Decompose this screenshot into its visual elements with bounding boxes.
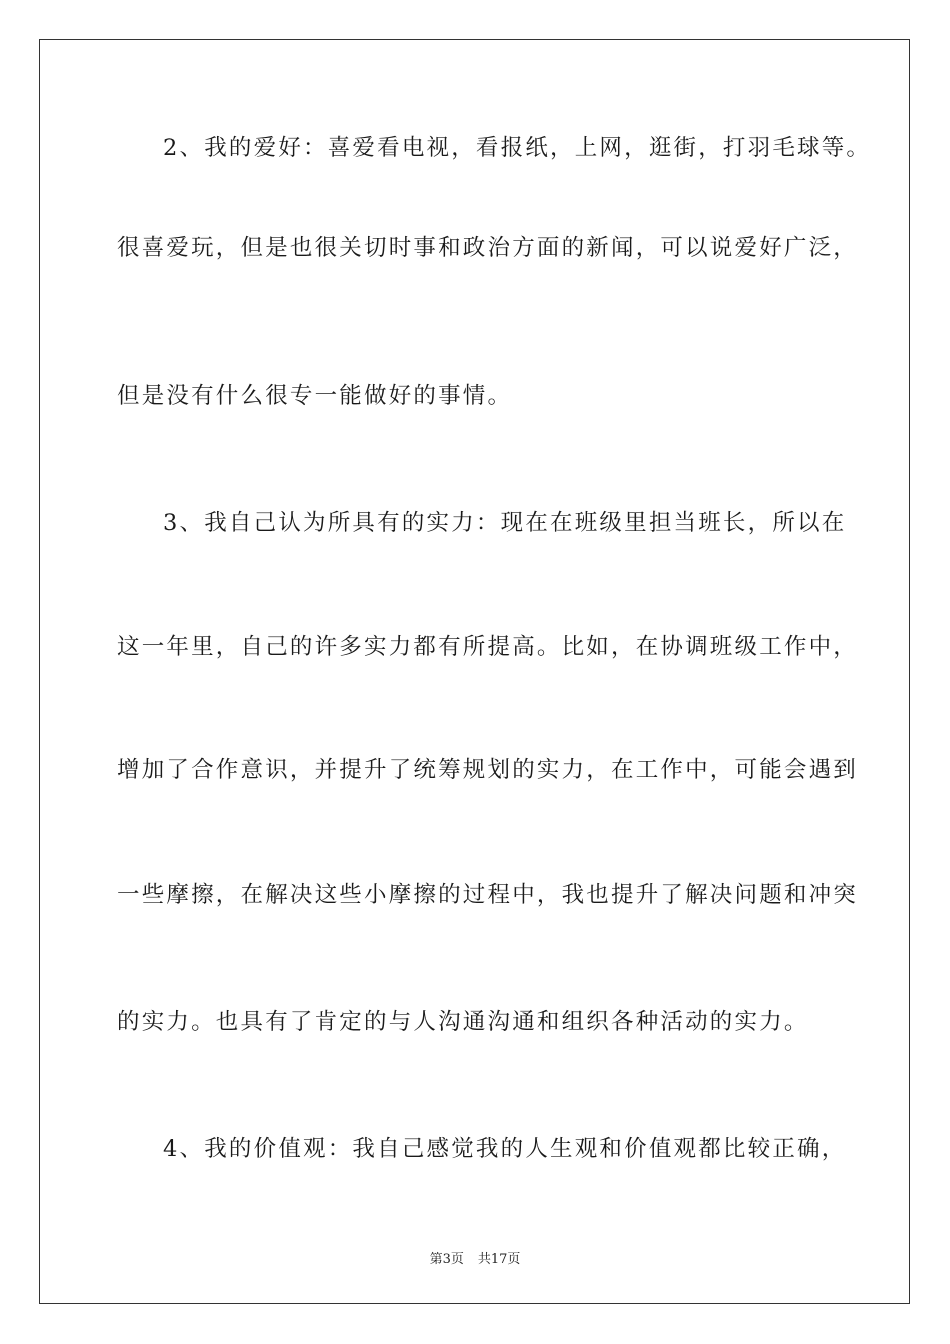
page-total: 共17页 [477, 1252, 521, 1267]
paragraph-2-line-1: 2、我的爱好：喜爱看电视，看报纸，上网，逛街，打羽毛球等。 [163, 135, 872, 161]
page-footer [0, 1248, 950, 1267]
paragraph-3-line-3: 增加了合作意识，并提升了统筹规划的实力，在工作中，可能会遇到 [117, 757, 859, 783]
paragraph-3-line-2: 这一年里，自己的许多实力都有所提高。比如，在协调班级工作中， [117, 634, 859, 660]
paragraph-4-line-1: 4、我的价值观：我自己感觉我的人生观和价值观都比较正确， [163, 1136, 847, 1162]
paragraph-2-line-2: 很喜爱玩，但是也很关切时事和政治方面的新闻，可以说爱好广泛， [117, 235, 859, 261]
paragraph-3-line-1: 3、我自己认为所具有的实力：现在在班级里担当班长，所以在 [163, 510, 847, 536]
paragraph-3-line-4: 一些摩擦，在解决这些小摩擦的过程中，我也提升了解决问题和冲突 [117, 882, 859, 908]
paragraph-2-line-3: 但是没有什么很专一能做好的事情。 [117, 383, 513, 409]
page-border [39, 39, 910, 1304]
paragraph-3-line-5: 的实力。也具有了肯定的与人沟通沟通和组织各种活动的实力。 [117, 1009, 809, 1035]
page-number: 第3页 [429, 1252, 464, 1267]
